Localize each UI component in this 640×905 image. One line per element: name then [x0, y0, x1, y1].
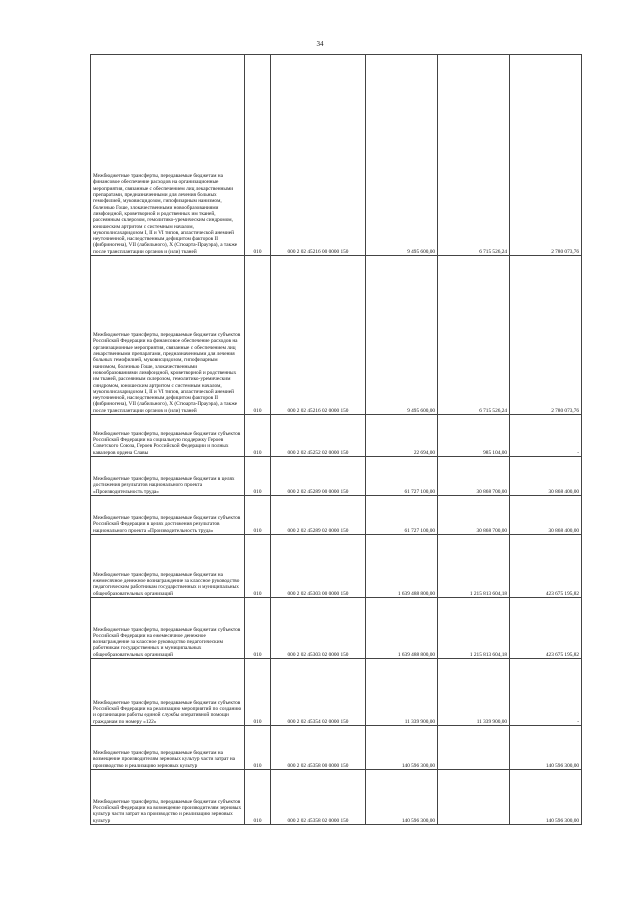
row-name-cell: Межбюджетные трансферты, передаваемые бюджетам субъектов Российской Федерации на социальную поддержку Героев Советского Союза, Героев Российской Федерации и полных кавалеров ордена Славы [91, 415, 245, 457]
table-row [91, 726, 582, 770]
row-plan-cell: 61 727 100,00 [366, 496, 438, 535]
table-row [91, 415, 582, 457]
row-name-cell: Межбюджетные трансферты, передаваемые бюджетам в целях достижения результатов национального проекта «Производительность труда» [91, 457, 245, 496]
row-name-cell: Межбюджетные трансферты, передаваемые бюджетам субъектов Российской Федерации в целях достижения результатов национального проекта «Производительность труда» [91, 496, 245, 535]
table-row [91, 598, 582, 659]
table-row [91, 496, 582, 535]
row-plan-cell: 9 495 600,00 [366, 256, 438, 415]
row-plan-cell: 1 639 488 800,00 [366, 535, 438, 598]
row-plan-cell: 9 495 600,00 [366, 55, 438, 256]
row-plan-cell: 1 639 488 800,00 [366, 598, 438, 659]
row-admin-cell: 010 [245, 535, 271, 598]
row-plan-cell: 140 596 300,00 [366, 726, 438, 770]
row-name-cell: Межбюджетные трансферты, передаваемые бюджетам на возмещение производителям зерновых культур части затрат на производство и реализацию зерновых культур [91, 726, 245, 770]
row-executed-cell: 1 215 813 604,18 [438, 598, 510, 659]
row-code-cell: 000 2 02 45289 00 0000 150 [271, 457, 366, 496]
row-code-cell: 000 2 02 45289 02 0000 150 [271, 496, 366, 535]
row-admin-cell: 010 [245, 457, 271, 496]
row-code-cell: 000 2 02 45358 00 0000 150 [271, 726, 366, 770]
row-executed-cell [438, 770, 510, 825]
page-number: 34 [316, 40, 324, 48]
row-code-cell: 000 2 02 45358 02 0000 150 [271, 770, 366, 825]
row-remainder-cell: - [510, 659, 582, 726]
row-code-cell: 000 2 02 45216 02 0000 150 [271, 256, 366, 415]
row-remainder-cell: 423 675 195,82 [510, 598, 582, 659]
row-admin-cell: 010 [245, 415, 271, 457]
table-row [91, 55, 582, 256]
row-name-cell: Межбюджетные трансферты, передаваемые бюджетам на финансовое обеспечение расходов на организационные мероприятия, связанные с обеспечением лиц лекарственными препаратами, предназначенными для лечения больных гемофилией, муковисцидозом, гипофизарным нанизмом, болезнью Гоше, злокачественными новообразованиями лимфоидной, кроветворной и родственных им тканей, рассеянным склерозом, гемолитико-уремическим синдромом, юношеским артритом с системным началом, мукополисахаридозом I, II и VI типов, апластической анемией неуточненной, наследственным дефицитом факторов II (фибриногена), VII (лабильного), X (Стюарта-Прауэра), а также после трансплантации органов и (или) тканей [91, 55, 245, 256]
row-name-cell: Межбюджетные трансферты, передаваемые бюджетам субъектов Российской Федерации на ежемесячное денежное вознаграждение за классное руководство педагогическим работникам государственных и муниципальных общеобразовательных организаций [91, 598, 245, 659]
row-name-cell: Межбюджетные трансферты, передаваемые бюджетам субъектов Российской Федерации на возмещение производителям зерновых культур части затрат на производство и реализацию зерновых культур [91, 770, 245, 825]
row-name-cell: Межбюджетные трансферты, передаваемые бюджетам на ежемесячное денежное вознаграждение за классное руководство педагогическим работникам государственных и муниципальных общеобразовательных организаций [91, 535, 245, 598]
row-remainder-cell: 30 868 400,00 [510, 496, 582, 535]
row-name-cell: Межбюджетные трансферты, передаваемые бюджетам субъектов Российской Федерации на финансовое обеспечение расходов на организационные мероприятия, связанные с обеспечением лиц лекарственными препаратами, предназначенными для лечения больных гемофилией, муковисцидозом, гипофизарным нанизмом, болезнью Гоше, злокачественными новообразованиями лимфоидной, кроветворной и родственных им тканей, рассеянным склерозом, гемолитико-уремическим синдромом, юношеским артритом с системным началом, мукополисахаридозом I, II и VI типов, апластической анемией неуточненной, наследственным дефицитом факторов II (фибриногена), VII (лабильного), X (Стюарта-Прауэра), а также после трансплантации органов и (или) тканей [91, 256, 245, 415]
table-row [91, 457, 582, 496]
row-admin-cell: 010 [245, 496, 271, 535]
row-code-cell: 000 2 02 45303 00 0000 150 [271, 535, 366, 598]
row-plan-cell: 22 694,00 [366, 415, 438, 457]
row-code-cell: 000 2 02 45216 00 0000 150 [271, 55, 366, 256]
table-row [91, 659, 582, 726]
row-admin-cell: 010 [245, 55, 271, 256]
row-admin-cell: 010 [245, 256, 271, 415]
table-row [91, 770, 582, 825]
budget-table [90, 54, 582, 825]
row-executed-cell: 985 104,00 [438, 415, 510, 457]
row-admin-cell: 010 [245, 770, 271, 825]
row-remainder-cell: 2 780 073,76 [510, 55, 582, 256]
row-code-cell: 000 2 02 45252 02 0000 150 [271, 415, 366, 457]
row-remainder-cell: - [510, 415, 582, 457]
row-remainder-cell: 140 596 300,00 [510, 726, 582, 770]
row-remainder-cell: 423 675 195,82 [510, 535, 582, 598]
row-name-cell: Межбюджетные трансферты, передаваемые бюджетам субъектов Российской Федерации на реализацию мероприятий по созданию и организации работы единой службы оперативной помощи гражданам по номеру «122» [91, 659, 245, 726]
row-code-cell: 000 2 02 45354 02 0000 150 [271, 659, 366, 726]
row-admin-cell: 010 [245, 659, 271, 726]
row-admin-cell: 010 [245, 726, 271, 770]
row-executed-cell: 11 339 900,00 [438, 659, 510, 726]
table-row [91, 256, 582, 415]
row-remainder-cell: 2 780 073,76 [510, 256, 582, 415]
row-plan-cell: 11 339 900,00 [366, 659, 438, 726]
row-remainder-cell: 140 596 300,00 [510, 770, 582, 825]
row-remainder-cell: 30 868 400,00 [510, 457, 582, 496]
row-executed-cell [438, 726, 510, 770]
row-plan-cell: 61 727 100,00 [366, 457, 438, 496]
row-executed-cell: 1 215 813 604,18 [438, 535, 510, 598]
table-row [91, 535, 582, 598]
row-executed-cell: 6 715 526,24 [438, 256, 510, 415]
row-plan-cell: 140 596 300,00 [366, 770, 438, 825]
row-executed-cell: 30 868 700,00 [438, 457, 510, 496]
row-admin-cell: 010 [245, 598, 271, 659]
row-code-cell: 000 2 02 45303 02 0000 150 [271, 598, 366, 659]
row-executed-cell: 30 868 700,00 [438, 496, 510, 535]
row-executed-cell: 6 715 526,24 [438, 55, 510, 256]
